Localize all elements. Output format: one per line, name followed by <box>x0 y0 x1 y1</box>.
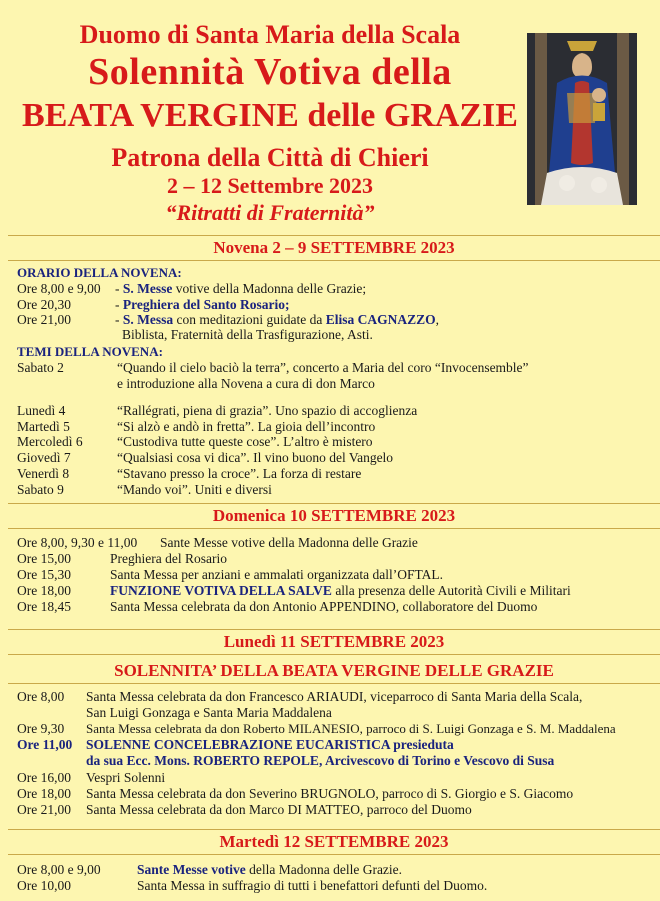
section-lunedi-title: Lunedì 11 SETTEMBRE 2023 <box>8 629 660 655</box>
temi-title: TEMI DELLA NOVENA: <box>17 344 163 359</box>
flyer: Duomo di Santa Maria della Scala Solennità Votiva della BEATA VERGINE delle GRAZIE Patrona della Città di Chieri 2 – 12 Settembre 2023 “Ritratti di Fraternità” Novena 2 – 9 SETTEMBRE 2023 ORARIO DELLA NOVENA: Ore 8,00 e 9,00 - S. Messe votive della Madonna delle Grazie; Ore 20,30 - Preghiera del Santo Rosario; Ore 21,00 - S. Messa con meditazioni guidate da Elisa CAGNAZZO, Biblista, Fraternità della Trasfigurazione, Asti. TEMI DELLA NOVENA: Sabato 2 “Quando il cielo baciò la terra”, concerto a Maria del coro “Invocensemble” e introduzione alla Novena a cura di don Marco Lunedì 4 “Rallégrati, piena di grazia”. Uno spazio di accoglienza Martedì 5 “Si alzò e andò in fretta”. La gioia dell’incontro Mercoledì 6 “Custodiva tutte queste cose”. L’altro è mistero Giovedì 7 “Qualsiasi cosa vi dica”. Il vino buono del Vangelo Venerdì 8 “Stavano presso la croce”. La forza di restare Sabato 9 “Mando voi”. Uniti e diversi Domenica 10 SETTEMBRE 2023 Ore 8,00, 9,30 e 11,00 Sante Messe votive della Madonna delle Grazie Ore 15,00 Preghiera del Rosario Ore 15,30 Santa Messa per anziani e ammalati organizzata dall’OFTAL. Ore 18,00 FUNZIONE VOTIVA DELLA SALVE alla presenza delle Autorità Civili e Militari Ore 18,45 Santa Messa celebrata da don Antonio APPENDINO, collaboratore del Duomo Lunedì 11 SETTEMBRE 2023 SOLENNITA’ DELLA BEATA VERGINE DELLE GRAZIE Ore 8,00 Santa Messa celebrata da don Francesco ARIAUDI, viceparroco di Santa Maria della Scala, San Luigi Gonzaga e Santa Maria Maddalena Ore 9,30 Santa Messa celebrata da don Roberto MILANESIO, parroco di S. Luigi Gonzaga e S. M. Maddalena Ore 11,00 SOLENNE CONCELEBRAZIONE EUCARISTICA presieduta da sua Ecc. Mons. ROBERTO REPOLE, Arcivescovo di Torino e Vescovo di Susa Ore 16,00 Vespri Solenni Ore 18,00 Santa Messa celebrata da don Severino BRUGNOLO, parroco di S. Giorgio e S. Giacomo Ore 21,00 Santa Messa celebrata da don Marco DI MATTEO, parroco del Duomo Martedì 12 SETTEMBRE 2023 Ore 8,00 e 9,00 Sante Messe votive della Madonna delle Grazie. Ore 10,00 Santa Messa in suffragio di tutti i benefattori defunti del Duomo. <box>0 0 660 901</box>
section-domenica-title: Domenica 10 SETTEMBRE 2023 <box>8 503 660 529</box>
header-patrona: Patrona della Città di Chieri <box>111 143 429 172</box>
section-lunedi-subtitle: SOLENNITA’ DELLA BEATA VERGINE DELLE GRAZIE <box>8 659 660 684</box>
temi-cont: e introduzione alla Novena a cura di don Marco <box>117 376 375 391</box>
section-novena-title: Novena 2 – 9 SETTEMBRE 2023 <box>8 235 660 261</box>
header-motto: “Ritratti di Fraternità” <box>165 200 375 225</box>
orario-cont: Biblista, Fraternità della Trasfigurazione, Asti. <box>122 327 373 342</box>
orario-title: ORARIO DELLA NOVENA: <box>17 265 182 280</box>
header-dates: 2 – 12 Settembre 2023 <box>166 173 374 198</box>
header-beata-vergine: BEATA VERGINE delle GRAZIE <box>22 97 518 134</box>
madonna-statue-image <box>527 33 637 205</box>
header-solennita: Solennità Votiva della <box>88 51 452 93</box>
section-martedi-title: Martedì 12 SETTEMBRE 2023 <box>8 829 660 855</box>
header-church: Duomo di Santa Maria della Scala <box>79 20 461 49</box>
